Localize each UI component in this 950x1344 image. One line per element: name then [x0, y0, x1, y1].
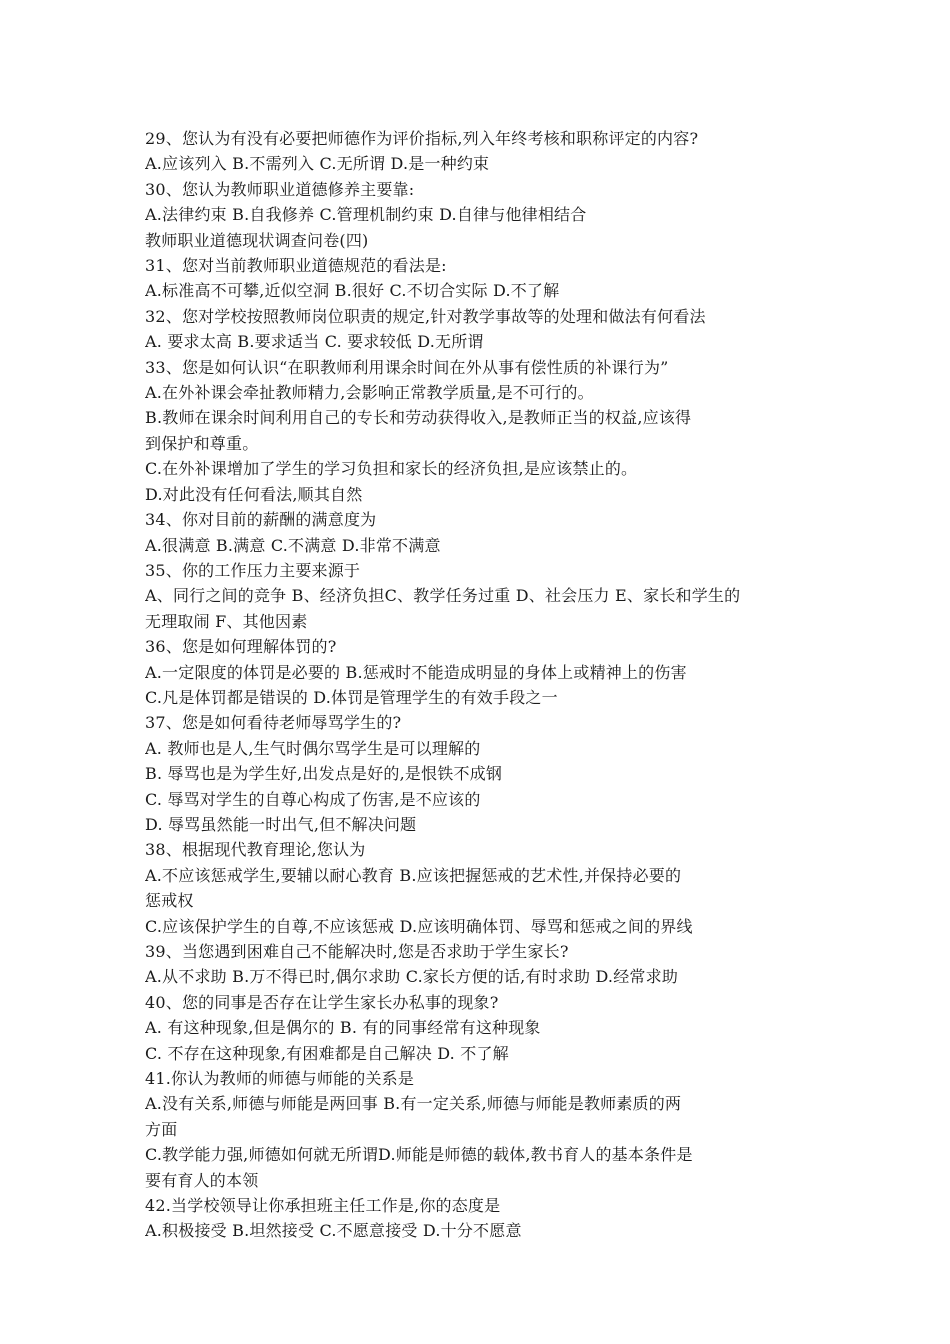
questionnaire-body: [145, 126, 810, 1244]
question-36-options-ab: A.一定限度的体罚是必要的 B.惩戒时不能造成明显的身体上或精神上的伤害: [145, 662, 687, 682]
question-42: 42.当学校领导让你承担班主任工作是,你的态度是: [145, 1196, 501, 1216]
question-39: 39、当您遇到困难自己不能解决时,您是否求助于学生家长?: [145, 942, 569, 961]
question-40-options-cd: C. 不存在这种现象,有困难都是自己解决 D. 不了解: [145, 1043, 509, 1063]
question-38: 38、根据现代教育理论,您认为: [145, 840, 366, 860]
question-30-options: A.法律约束 B.自我修养 C.管理机制约束 D.自律与他律相结合: [145, 205, 587, 225]
question-32-options: A. 要求太高 B.要求适当 C. 要求较低 D.无所谓: [145, 332, 484, 352]
question-36-options-cd: C.凡是体罚都是错误的 D.体罚是管理学生的有效手段之一: [145, 687, 558, 707]
question-33-option-c: C.在外补课增加了学生的学习负担和家长的经济负担,是应该禁止的。: [145, 459, 638, 479]
section-heading: 教师职业道德现状调查问卷(四): [145, 230, 369, 250]
question-38-options-ab: A.不应该惩戒学生,要辅以耐心教育 B.应该把握惩戒的艺术性,并保持必要的: [145, 865, 682, 885]
question-41-options-ab-cont: 方面: [145, 1119, 178, 1139]
question-31: 31、您对当前教师职业道德规范的看法是:: [145, 256, 447, 276]
question-41-options-cd-cont: 要有育人的本领: [145, 1170, 259, 1190]
question-41: 41.你认为教师的师德与师能的关系是: [145, 1069, 415, 1089]
question-35: 35、你的工作压力主要来源于: [145, 560, 361, 580]
question-29-options: A.应该列入 B.不需列入 C.无所谓 D.是一种约束: [145, 154, 490, 174]
question-32: 32、您对学校按照教师岗位职责的规定,针对教学事故等的处理和做法有何看法: [145, 306, 706, 326]
question-33-option-d: D.对此没有任何看法,顺其自然: [145, 484, 363, 504]
question-40: 40、您的同事是否存在让学生家长办私事的现象?: [145, 992, 499, 1012]
question-35-options-cont: 无理取闹 F、其他因素: [145, 611, 308, 631]
question-41-options-cd: C.教学能力强,师德如何就无所谓D.师能是师德的载体,教书育人的基本条件是: [145, 1145, 693, 1165]
question-37: 37、您是如何看待老师辱骂学生的?: [145, 713, 402, 733]
question-33-option-a: A.在外补课会牵扯教师精力,会影响正常教学质量,是不可行的。: [145, 383, 594, 403]
question-33: 33、您是如何认识“在职教师利用课余时间在外从事有偿性质的补课行为”: [145, 357, 669, 377]
question-30: 30、您认为教师职业道德修养主要靠:: [145, 179, 415, 199]
question-40-options-ab: A. 有这种现象,但是偶尔的 B. 有的同事经常有这种现象: [145, 1018, 541, 1038]
question-37-option-b: B. 辱骂也是为学生好,出发点是好的,是恨铁不成钢: [145, 764, 503, 784]
question-37-option-c: C. 辱骂对学生的自尊心构成了伤害,是不应该的: [145, 789, 481, 809]
question-42-options: A.积极接受 B.坦然接受 C.不愿意接受 D.十分不愿意: [145, 1221, 522, 1241]
question-35-options: A、同行之间的竞争 B、经济负担C、教学任务过重 D、社会压力 E、家长和学生的: [145, 586, 741, 606]
question-37-option-a: A. 教师也是人,生气时偶尔骂学生是可以理解的: [145, 738, 481, 758]
question-39-options: A.从不求助 B.万不得已时,偶尔求助 C.家长方便的话,有时求助 D.经常求助: [145, 967, 679, 987]
question-38-options-ab-cont: 惩戒权: [145, 891, 194, 911]
question-37-option-d: D. 辱骂虽然能一时出气,但不解决问题: [145, 814, 417, 834]
question-41-options-ab: A.没有关系,师德与师能是两回事 B.有一定关系,师德与师能是教师素质的两: [145, 1094, 682, 1114]
question-34: 34、你对目前的薪酬的满意度为: [145, 510, 377, 530]
question-34-options: A.很满意 B.满意 C.不满意 D.非常不满意: [145, 535, 441, 555]
question-33-option-b-cont: 到保护和尊重。: [145, 433, 259, 453]
question-29: 29、您认为有没有必要把师德作为评价指标,列入年终考核和职称评定的内容?: [145, 129, 699, 148]
question-33-option-b: B.教师在课余时间利用自己的专长和劳动获得收入,是教师正当的权益,应该得: [145, 408, 692, 428]
question-31-options: A.标准高不可攀,近似空洞 B.很好 C.不切合实际 D.不了解: [145, 281, 560, 301]
question-38-options-cd: C.应该保护学生的自尊,不应该惩戒 D.应该明确体罚、辱骂和惩戒之间的界线: [145, 916, 693, 936]
question-36: 36、您是如何理解体罚的?: [145, 637, 337, 657]
